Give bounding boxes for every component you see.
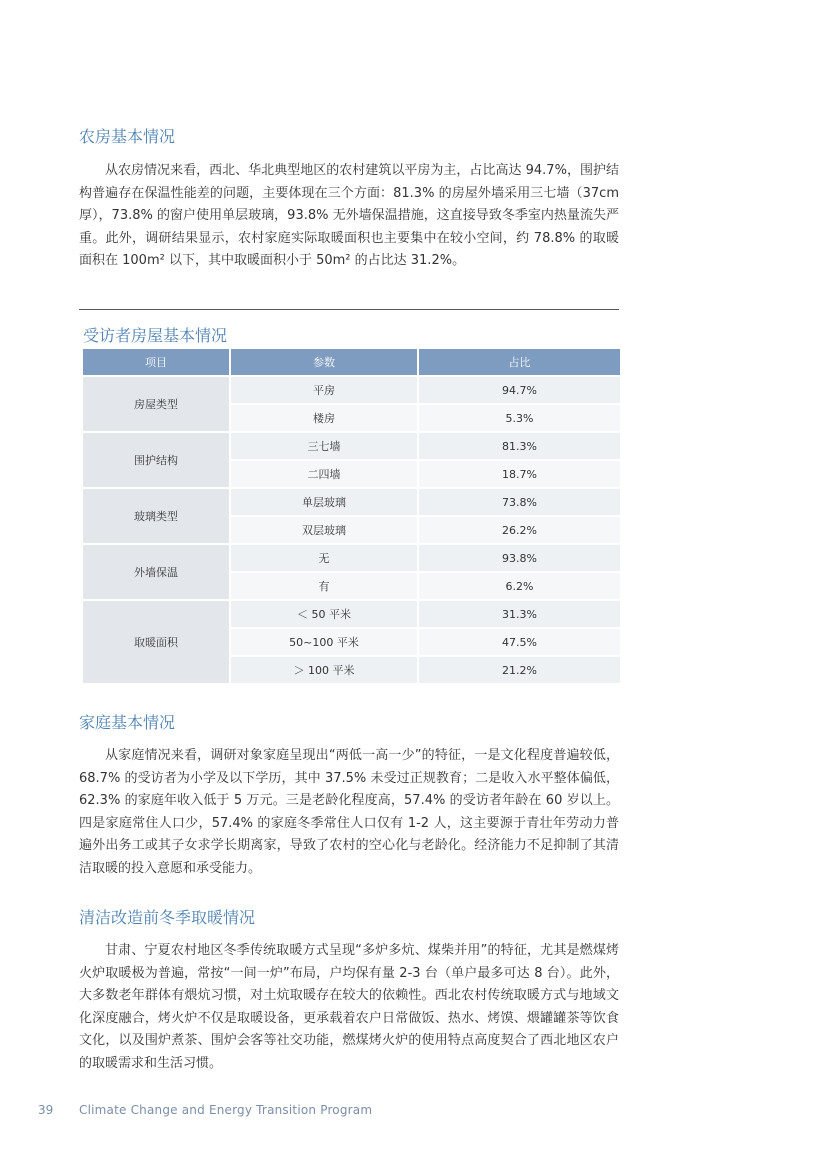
table-header-row [83, 349, 620, 375]
table-row [83, 377, 620, 403]
param-cell: 50~100 平米 [231, 629, 417, 655]
table-row [83, 489, 620, 515]
ratio-cell: 93.8% [419, 545, 620, 571]
param-cell: 二四墙 [231, 461, 417, 487]
table-row [83, 433, 620, 459]
header-ratio: 占比 [419, 349, 620, 375]
param-cell: ＜ 50 平米 [231, 601, 417, 627]
ratio-cell: 94.7% [419, 377, 620, 403]
page-number: 39 [38, 1103, 54, 1117]
param-cell: 三七墙 [231, 433, 417, 459]
header-param: 参数 [231, 349, 417, 375]
param-cell: 无 [231, 545, 417, 571]
ratio-cell: 81.3% [419, 433, 620, 459]
header-item: 项目 [83, 349, 229, 375]
household-paragraph: 从家庭情况来看，调研对象家庭呈现出“两低一高一少”的特征，一是文化程度普遍较低，68.7% 的受访者为小学及以下学历，其中 37.5% 未受过正规教育；二是收入水平整体偏低，62.3% 的家庭年收入低于 5 万元。三是老龄化程度高，57.4% 的受访者年龄在 60 岁以上。四是家庭常住人口少，57.4% 的家庭冬季常住人口仅有 1-2 人，这主要源于青壮年劳动力普遍外出务工或其子女求学长期离家，导致了农村的空心化与老龄化。经济能力不足抑制了其清洁取暖的投入意愿和承受能力。 [79, 748, 619, 876]
param-cell: 平房 [231, 377, 417, 403]
category-cell: 围护结构 [83, 433, 229, 487]
section-title-heating: 清洁改造前冬季取暖情况 [79, 908, 256, 927]
heating-paragraph: 甘肃、宁夏农村地区冬季传统取暖方式呈现“多炉多炕、煤柴并用”的特征，尤其是燃煤烤火炉取暖极为普遍，常按“一间一炉”布局，户均保有量 2-3 台（单户最多可达 8 台）。此外，大多数老年群体有煨炕习惯，对土炕取暖存在较大的依赖性。西北农村传统取暖方式与地域文化深度融合，烤火炉不仅是取暖设备，更承载着农户日常做饭、热水、烤馍、煨罐罐茶等饮食文化，以及围炉煮茶、围炉会客等社交功能，燃煤烤火炉的使用特点高度契合了西北地区农户的取暖需求和生活习惯。 [79, 943, 619, 1071]
housing-paragraph: 从农房情况来看，西北、华北典型地区的农村建筑以平房为主，占比高达 94.7%，围护结构普遍存在保温性能差的问题，主要体现在三个方面：81.3% 的房屋外墙采用三七墙（37cm 厚），73.8% 的窗户使用单层玻璃，93.8% 无外墙保温措施，这直接导致冬季室内热量流失严重。此外，调研结果显示，农村家庭实际取暖面积也主要集中在较小空间，约 78.8% 的取暖面积在 100m² 以下，其中取暖面积小于 50m² 的占比达 31.2%。 [79, 163, 619, 268]
category-cell: 玻璃类型 [83, 489, 229, 543]
ratio-cell: 47.5% [419, 629, 620, 655]
section-title-housing: 农房基本情况 [79, 127, 176, 146]
category-cell: 外墙保温 [83, 545, 229, 599]
param-cell: 有 [231, 573, 417, 599]
param-cell: 单层玻璃 [231, 489, 417, 515]
param-cell: 楼房 [231, 405, 417, 431]
param-cell: ＞ 100 平米 [231, 657, 417, 683]
table-row [83, 545, 620, 571]
category-cell: 取暖面积 [83, 601, 229, 683]
ratio-cell: 5.3% [419, 405, 620, 431]
divider [79, 309, 619, 310]
ratio-cell: 31.3% [419, 601, 620, 627]
table-row [83, 601, 620, 627]
category-cell: 房屋类型 [83, 377, 229, 431]
ratio-cell: 18.7% [419, 461, 620, 487]
ratio-cell: 6.2% [419, 573, 620, 599]
ratio-cell: 26.2% [419, 517, 620, 543]
section-title-household: 家庭基本情况 [79, 713, 176, 732]
housing-table [81, 347, 622, 685]
ratio-cell: 73.8% [419, 489, 620, 515]
ratio-cell: 21.2% [419, 657, 620, 683]
table-title: 受访者房屋基本情况 [83, 326, 228, 345]
param-cell: 双层玻璃 [231, 517, 417, 543]
footer-program: Climate Change and Energy Transition Program [79, 1103, 373, 1117]
